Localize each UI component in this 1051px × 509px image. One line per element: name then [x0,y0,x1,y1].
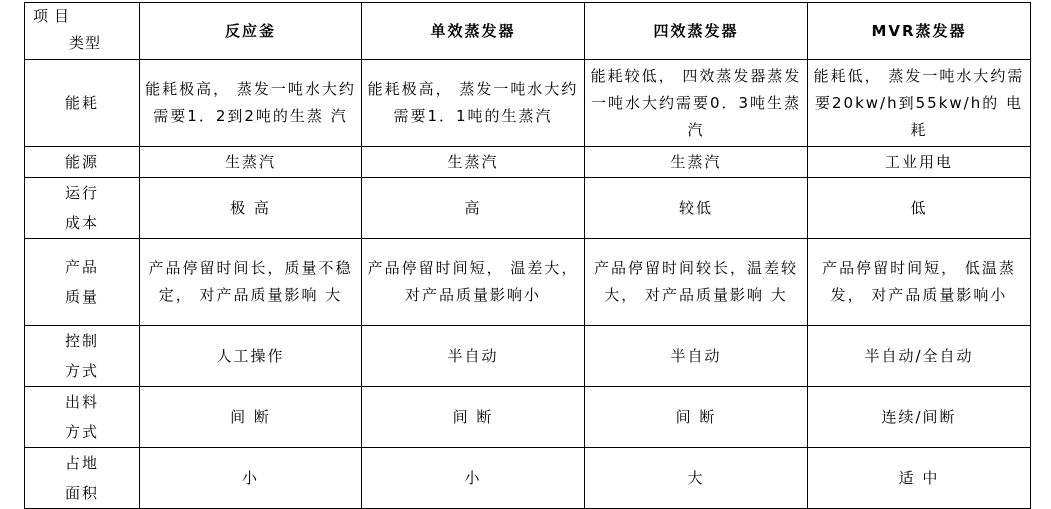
table-row-energy-source [25,147,1031,178]
row-label-discharge-mode [25,387,140,448]
header-row [25,3,1031,60]
table-row-product-quality [25,239,1031,326]
row-label-line: 控制 [64,332,99,350]
table-cell: 极 高 [140,178,362,239]
table-cell: 能耗极高， 蒸发一吨水大约需要1．2到2吨的生蒸 汽 [140,60,362,147]
header-reactor: 反应釜 [140,3,362,60]
row-label-line: 产品 [64,258,99,276]
row-label-line: 质量 [64,288,99,306]
table-cell: 能耗极高， 蒸发一吨水大约需要1．1吨的生蒸汽 [362,60,585,147]
table-cell: 半自动 [585,326,808,387]
table-row-discharge-mode [25,387,1031,448]
table-cell: 间 断 [140,387,362,448]
table-cell: 能耗较低， 四效蒸发器蒸发一吨水大约需要0．3吨生蒸汽 [585,60,808,147]
row-label-operating-cost [25,178,140,239]
corner-header-cell [25,3,140,60]
row-label-energy-consumption [25,60,140,147]
row-label-line: 占地 [64,454,99,472]
table-row-control-mode [25,326,1031,387]
table-cell: 生蒸汽 [140,147,362,178]
table-cell: 适 中 [808,448,1031,509]
header-single-effect: 单效蒸发器 [362,3,585,60]
row-label-energy-source [25,147,140,178]
corner-header-type: 类型 [69,34,102,52]
table-cell: 半自动/全自动 [808,326,1031,387]
table-cell: 产品停留时间较长，温差较大， 对产品质量影响 大 [585,239,808,326]
header-mvr: MVR蒸发器 [808,3,1031,60]
row-label-product-quality [25,239,140,326]
header-four-effect: 四效蒸发器 [585,3,808,60]
row-label-line: 成本 [64,214,99,232]
row-label-line: 能源 [64,153,99,171]
table-cell: 能耗低， 蒸发一吨水大约需要20kw/h到55kw/h的 电耗 [808,60,1031,147]
corner-header-item: 项目 [33,7,76,25]
row-label-line: 面积 [64,484,99,502]
row-label-line: 方式 [64,362,99,380]
row-label-line: 运行 [64,184,99,202]
table-row-footprint [25,448,1031,509]
table-row-energy-consumption [25,60,1031,147]
table-cell: 间 断 [585,387,808,448]
row-label-line: 能耗 [64,94,99,112]
table-cell: 产品停留时间短， 温差大， 对产品质量影响小 [362,239,585,326]
table-cell: 连续/间断 [808,387,1031,448]
table-row-operating-cost [25,178,1031,239]
table-cell: 大 [585,448,808,509]
table-cell: 产品停留时间长，质量不稳定， 对产品质量影响 大 [140,239,362,326]
table-cell: 间 断 [362,387,585,448]
table-cell: 生蒸汽 [585,147,808,178]
table-cell: 小 [362,448,585,509]
table-cell: 工业用电 [808,147,1031,178]
row-label-line: 出料 [64,393,99,411]
table-cell: 半自动 [362,326,585,387]
table-cell: 较低 [585,178,808,239]
comparison-table [24,2,1031,509]
table-cell: 高 [362,178,585,239]
table-cell: 生蒸汽 [362,147,585,178]
row-label-footprint [25,448,140,509]
table-cell: 低 [808,178,1031,239]
row-label-line: 方式 [64,423,99,441]
table-cell: 小 [140,448,362,509]
row-label-control-mode [25,326,140,387]
table-cell: 人工操作 [140,326,362,387]
table-cell: 产品停留时间短， 低温蒸发， 对产品质量影响小 [808,239,1031,326]
